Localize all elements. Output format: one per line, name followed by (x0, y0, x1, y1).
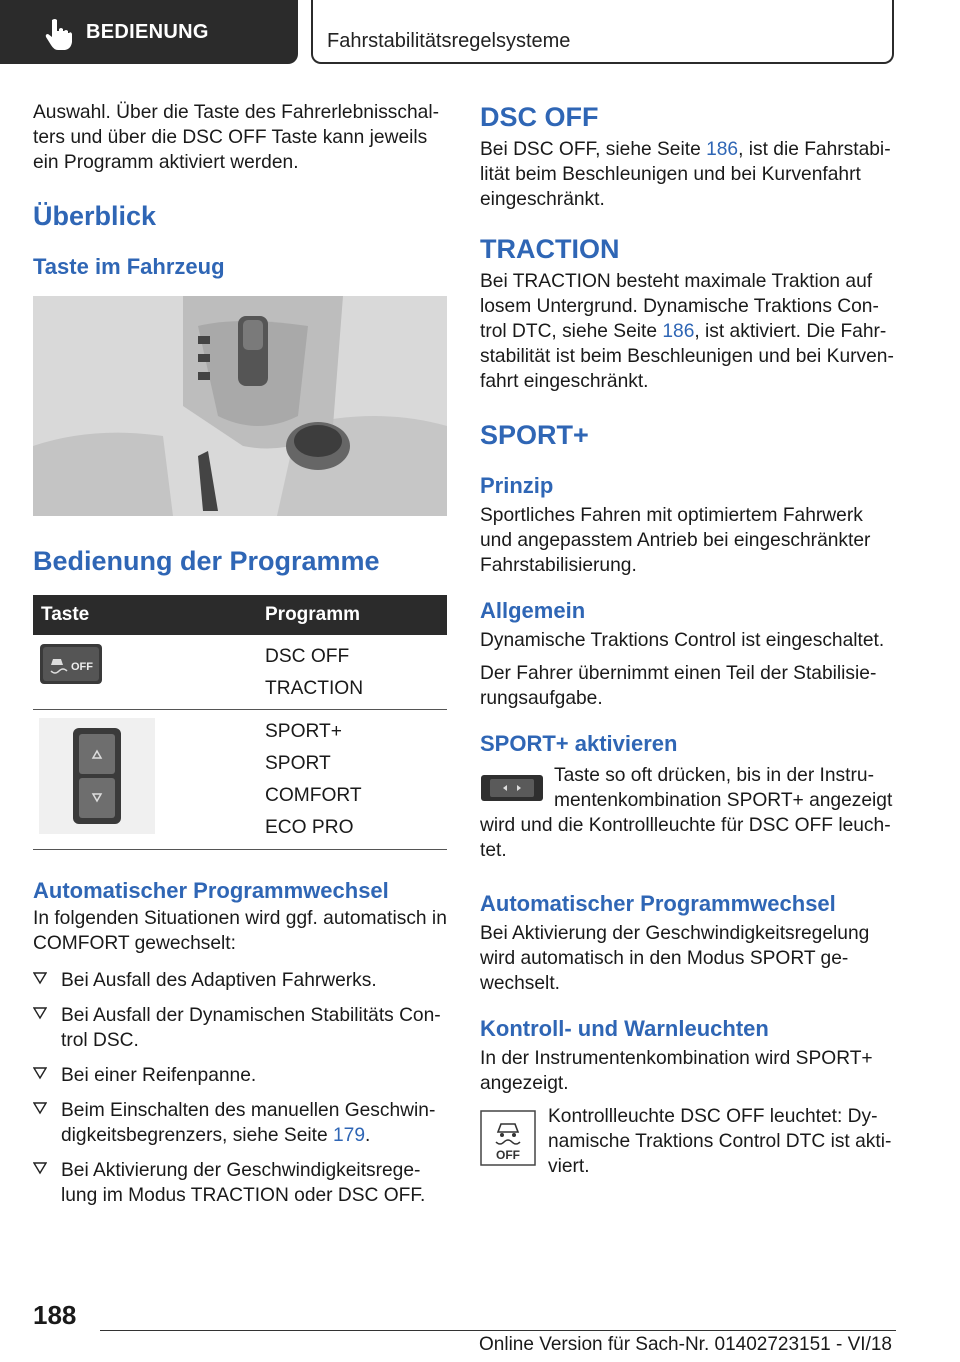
chapter-tab (311, 0, 894, 64)
program-sport: SPORT (265, 753, 331, 774)
table-header-program: Programm (251, 595, 447, 635)
left-column (33, 100, 447, 1218)
section-title: BEDIENUNG (86, 20, 209, 43)
principle-text: Sportliches Fahren mit optimiertem Fahrwerk und angepasstem Antrieb bei eingeschränkter Fahrstabilisierung. (480, 505, 871, 576)
footer-online-version: Online Version für Sach-Nr. 01402723151 - VI/18 (479, 1334, 892, 1355)
page-link-186[interactable]: 186 (706, 139, 739, 160)
activate-text-a: Taste so oft drücken, bis in der Instrumentenkombination SPORT+ angezeigt (554, 765, 893, 811)
activate-text-b: wird und die Kontrollleuchte für DSC OFF leuchtet. (480, 815, 891, 861)
program-comfort: COMFORT (265, 785, 362, 806)
heading-overview: Überblick (33, 201, 157, 231)
list-item: Bei Ausfall des Adaptiven Fahrwerks. (33, 968, 447, 993)
svg-text:OFF: OFF (71, 661, 93, 673)
dsc-off-button-icon (39, 643, 103, 685)
dsc-off-indicator-icon (480, 1110, 536, 1166)
activate-block (480, 763, 896, 813)
heading-lights: Kontroll- und Warnleuchten (480, 1016, 769, 1041)
auto-sport-text: Bei Aktivierung der Geschwindigkeitsregelung wird automatisch in den Modus SPORT gewechselt. (480, 923, 870, 994)
general-text-2: Der Fahrer übernimmt einen Teil der Stabilisierungsaufgabe. (480, 663, 877, 709)
program-dsc-off: DSC OFF (265, 646, 350, 667)
indicator-text: Kontrollleuchte DSC OFF leuchtet: Dynamische Traktions Control DTC ist aktiviert. (548, 1106, 892, 1177)
program-table (33, 595, 447, 850)
footer-divider (100, 1330, 896, 1331)
page-link-186[interactable]: 186 (662, 321, 695, 342)
svg-text:OFF: OFF (496, 1148, 520, 1162)
auto-intro: In folgenden Situationen wird ggf. automatisch in COMFORT gewechselt: (33, 908, 447, 954)
sport-switch-icon (480, 773, 544, 803)
hand-pointer-icon (38, 12, 78, 52)
heading-activate: SPORT+ aktivieren (480, 731, 678, 756)
heading-auto-change-sport: Automatischer Programmwechsel (480, 891, 836, 916)
right-column (480, 100, 896, 1179)
section-tab (0, 0, 298, 64)
lights-text: In der Instrumentenkombination wird SPORT+ angezeigt. (480, 1048, 873, 1094)
heading-sport-plus: SPORT+ (480, 420, 589, 450)
heading-principle: Prinzip (480, 473, 554, 498)
heading-general: Allgemein (480, 598, 586, 623)
triangle-bullet-icon (33, 1006, 47, 1020)
program-traction: TRACTION (265, 678, 364, 699)
dsc-text: Bei DSC OFF, siehe Seite 186, ist die Fahrstabilität beim Beschleunigen und bei Kurvenfahrt eingeschränkt. (480, 139, 891, 210)
program-sport-plus: SPORT+ (265, 721, 342, 742)
auto-change-list (33, 968, 447, 1208)
heading-button-in-vehicle: Taste im Fahrzeug (33, 254, 225, 279)
heading-operation: Bedienung der Programme (33, 546, 380, 576)
triangle-bullet-icon (33, 1161, 47, 1175)
list-item: Beim Einschalten des manuellen Geschwindigkeitsbegrenzers, siehe Seite 179. (33, 1098, 447, 1148)
list-item: Bei Aktivierung der Geschwindigkeitsregelung im Modus TRACTION oder DSC OFF. (33, 1158, 447, 1208)
list-item: Bei Ausfall der Dynamischen Stabilitäts Control DSC. (33, 1003, 447, 1053)
general-text-1: Dynamische Traktions Control ist eingeschaltet. (480, 630, 885, 651)
list-item: Bei einer Reifenpanne. (33, 1063, 447, 1088)
heading-traction: TRACTION (480, 234, 620, 264)
heading-dsc-off: DSC OFF (480, 102, 599, 132)
indicator-block (480, 1104, 896, 1179)
intro-text: Auswahl. Über die Taste des Fahrerlebnisschalters und über die DSC OFF Taste kann jeweils ein Programm aktiviert werden. (33, 102, 439, 173)
page-number: 188 (33, 1300, 77, 1330)
triangle-bullet-icon (33, 1101, 47, 1115)
table-header-button: Taste (33, 595, 251, 635)
traction-text: Bei TRACTION besteht maximale Traktion auf losem Untergrund. Dynamische Traktions Control DTC, siehe Seite 186, ist aktiviert. Die Fahrstabilität ist beim Beschleunigen und bei Kurvenfahrt eingeschränkt. (480, 271, 894, 392)
table-row (33, 710, 447, 850)
chapter-title: Fahrstabilitätsregelsysteme (327, 30, 571, 52)
table-row (33, 635, 447, 710)
heading-auto-change: Automatischer Programmwechsel (33, 878, 389, 903)
program-eco-pro: ECO PRO (265, 817, 354, 838)
vehicle-console-image (33, 296, 447, 516)
driving-experience-switch-icon (39, 718, 155, 834)
triangle-bullet-icon (33, 971, 47, 985)
page-link-179[interactable]: 179 (332, 1125, 365, 1146)
triangle-bullet-icon (33, 1066, 47, 1080)
